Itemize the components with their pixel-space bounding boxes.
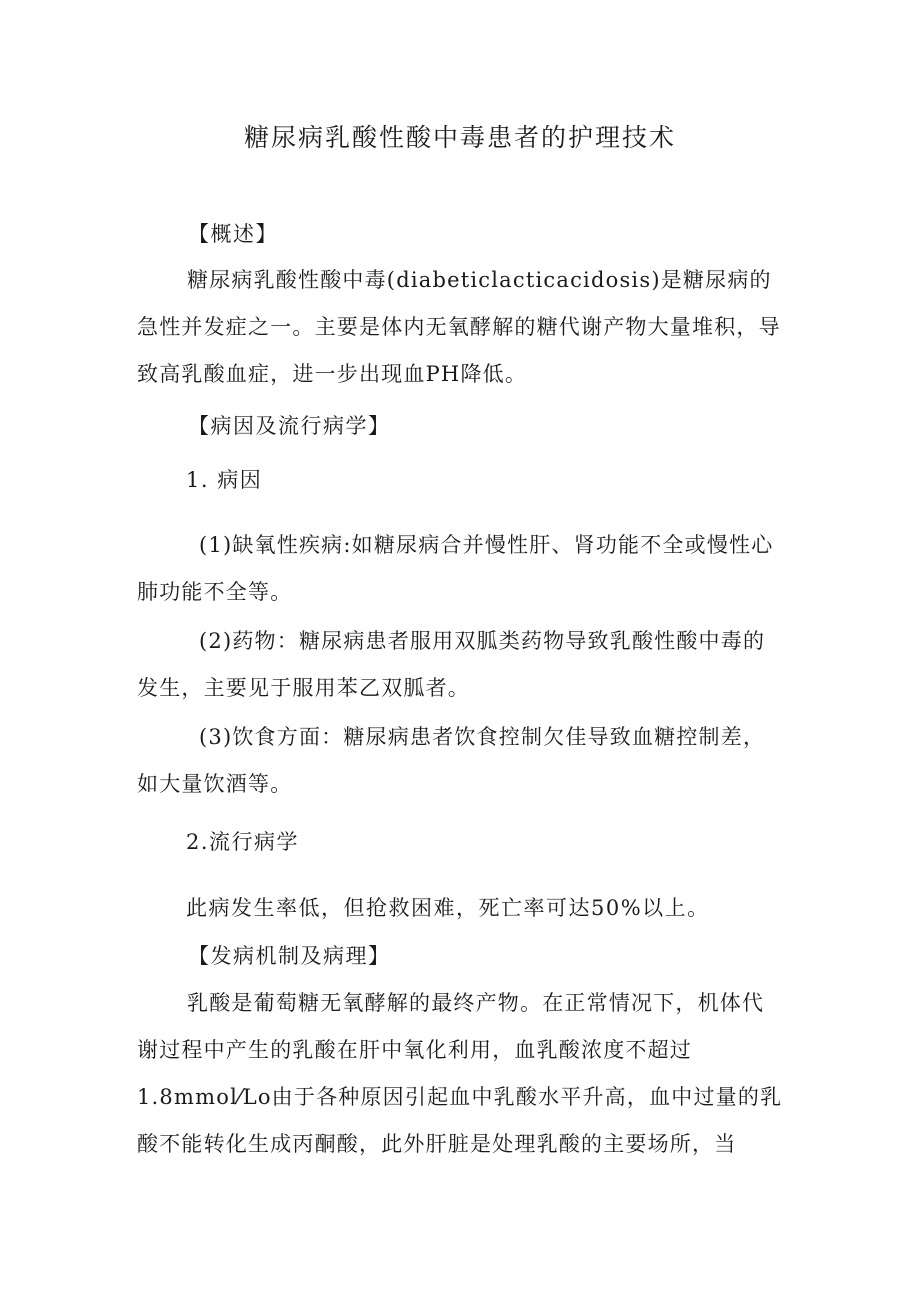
epidemiology-heading: 2.流行病学 — [186, 830, 300, 854]
overview-paragraph: 糖尿病乳酸性酸中毒(diabeticlacticacidosis)是糖尿病的急性并发症之一。主要是体内无氧酵解的糖代谢产物大量堆积，导致高乳酸血症，进一步出现血PH降低。 — [137, 268, 781, 386]
cause-item-1: (1)缺氧性疾病:如糖尿病合并慢性肝、肾功能不全或慢性心肺功能不全等。 — [137, 533, 774, 604]
epidemiology-paragraph: 此病发生率低，但抢救困难，死亡率可达50%以上。 — [186, 896, 710, 920]
mechanism-heading: 【发病机制及病理】 — [188, 944, 391, 968]
cause-item-2: (2)药物：糖尿病患者服用双胍类药物导致乳酸性酸中毒的发生，主要见于服用苯乙双胍者。 — [137, 629, 766, 700]
cause-item-3: (3)饮食方面：糖尿病患者饮食控制欠佳导致血糖控制差，如大量饮酒等。 — [137, 725, 766, 796]
mechanism-paragraph: 乳酸是葡萄糖无氧酵解的最终产物。在正常情况下，机体代谢过程中产生的乳酸在肝中氧化利用，血乳酸浓度不超过1.8mmol⁄Lo由于各种原因引起血中乳酸水平升高，血中过量的乳酸不能转化生成丙酮酸，此外肝脏是处理乳酸的主要场所，当 — [137, 991, 783, 1156]
cause-heading: 1. 病因 — [186, 468, 263, 492]
document-title: 糖尿病乳酸性酸中毒患者的护理技术 — [243, 123, 676, 152]
etiology-heading: 【病因及流行病学】 — [188, 414, 391, 438]
overview-heading: 【概述】 — [188, 222, 278, 246]
